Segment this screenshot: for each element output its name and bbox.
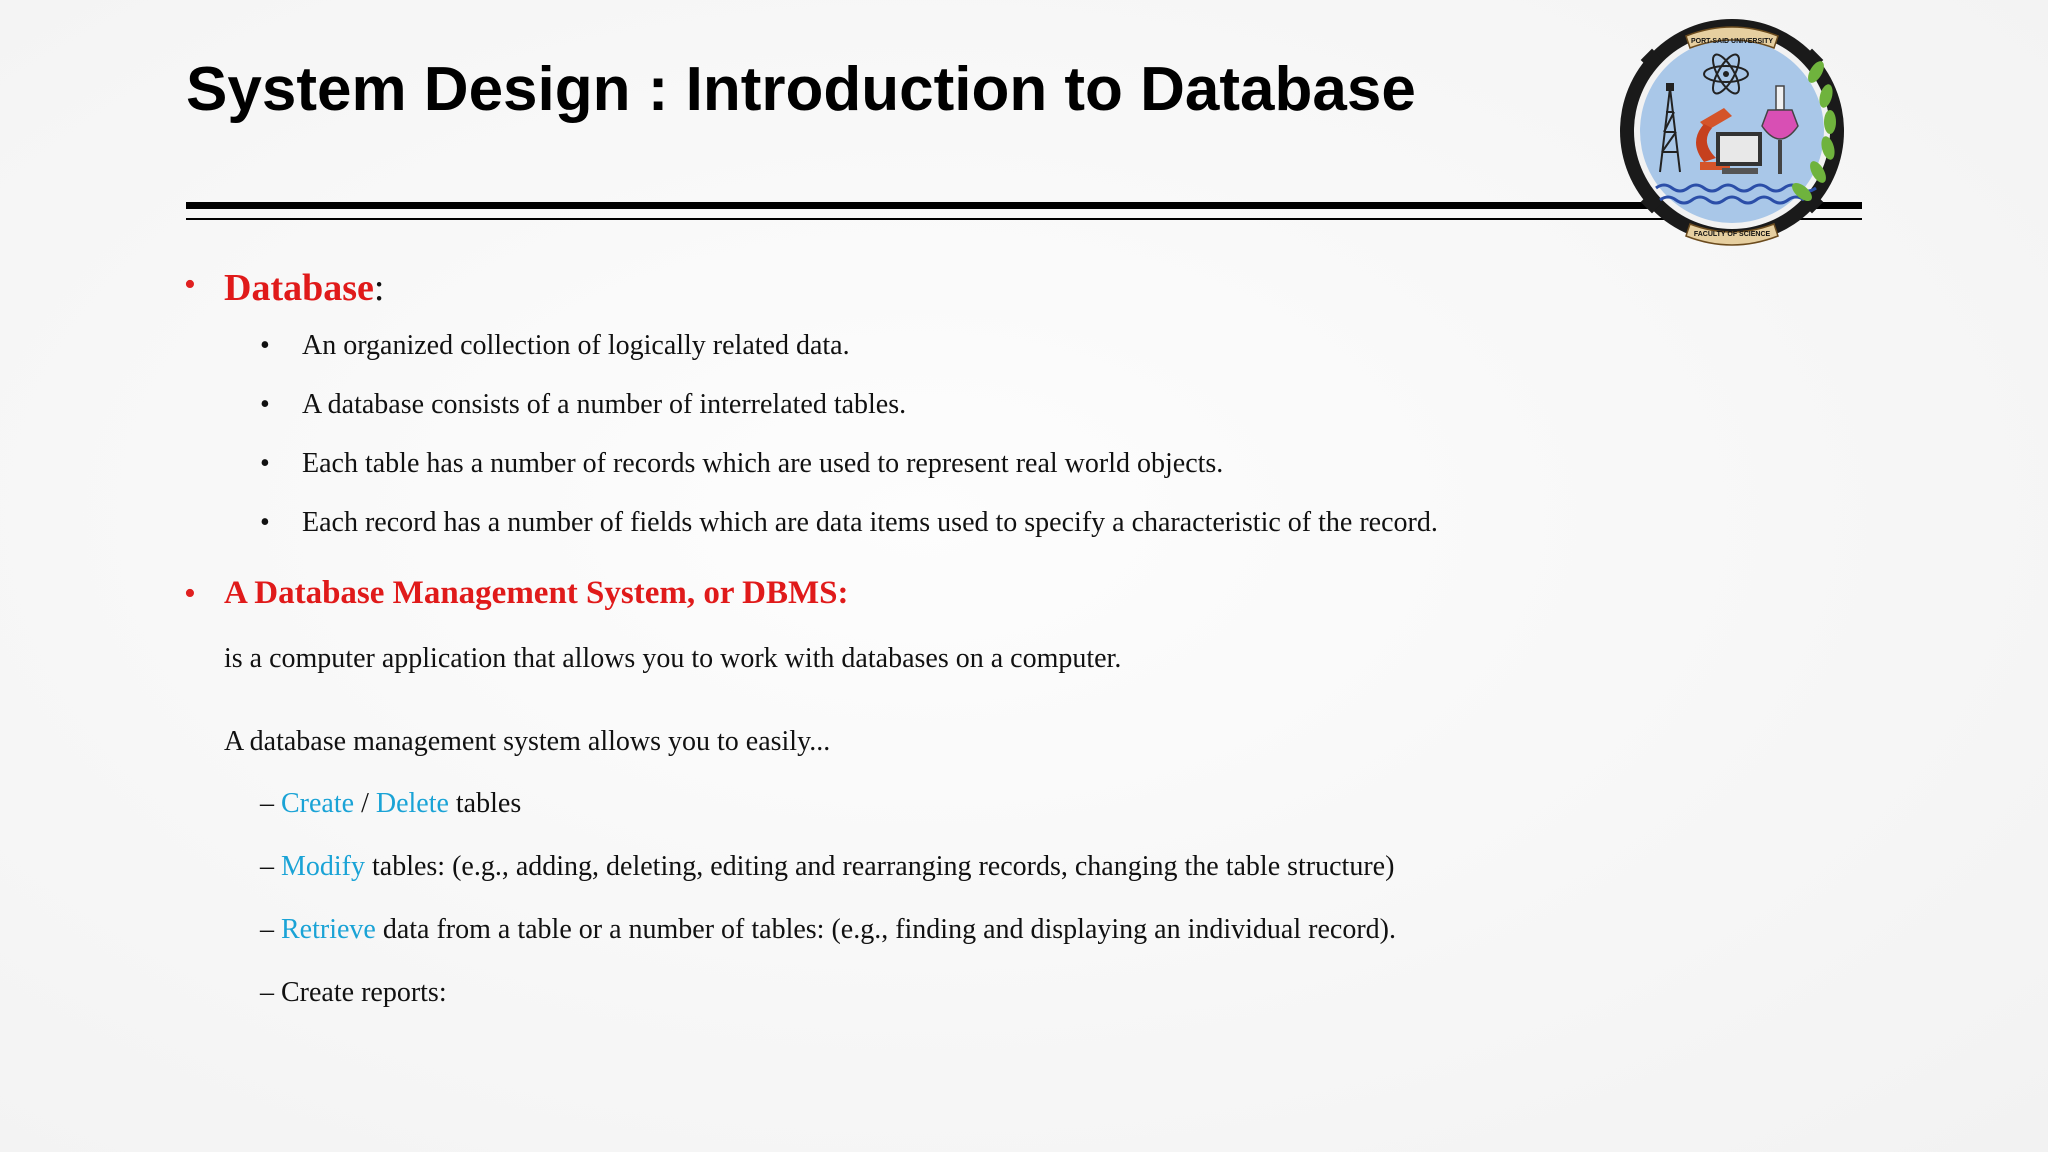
- sub-bullet-dot: •: [260, 389, 270, 420]
- keyword-create: Create: [281, 788, 355, 819]
- dash-item-rest: data from a table or a number of tables: (e.g., finding and displaying an individual record).: [375, 914, 1396, 945]
- sub-bullet-dot: •: [260, 448, 270, 479]
- dbms-definition: is a computer application that allows you to work with databases on a computer.: [224, 643, 1122, 674]
- dash-mark: –: [260, 788, 281, 819]
- list-item-text: Each record has a number of fields which are data items used to specify a characteristic of the record.: [302, 507, 1438, 538]
- sub-bullet-dot: •: [260, 507, 270, 538]
- list-item-text: A database consists of a number of interrelated tables.: [302, 389, 907, 420]
- slide-title: System Design : Introduction to Database: [186, 55, 1416, 124]
- dash-mark: –: [260, 977, 281, 1008]
- dash-mark: –: [260, 851, 281, 882]
- dash-item-rest: tables: [448, 788, 522, 819]
- dash-mark: –: [260, 914, 281, 945]
- logo-bottom-text: FACULTY OF SCIENCE: [1693, 231, 1771, 238]
- bullet-dot: •: [184, 266, 196, 303]
- dash-item-reports: [260, 977, 447, 1009]
- keyword-modify: Modify: [281, 851, 365, 882]
- dbms-intro: A database management system allows you to easily...: [224, 726, 831, 757]
- sub-bullet-dot: •: [260, 330, 270, 361]
- logo-top-text: PORT-SAID UNIVERSITY: [1690, 38, 1774, 45]
- dash-item-rest: Create reports:: [281, 977, 447, 1008]
- term-dbms: A Database Management System, or DBMS:: [224, 575, 849, 611]
- keyword-delete: Delete: [375, 788, 449, 819]
- keyword-retrieve: Retrieve: [281, 914, 376, 945]
- dash-item-create-delete: [260, 788, 521, 820]
- list-item-text: An organized collection of logically related data.: [302, 330, 850, 361]
- dash-item-modify: [260, 851, 1394, 883]
- bullet-dot: •: [184, 575, 196, 612]
- dash-item-retrieve: [260, 914, 1396, 946]
- term-colon: :: [373, 267, 385, 309]
- separator: /: [354, 788, 376, 819]
- term-database: Database: [224, 267, 374, 309]
- dash-item-rest: tables: (e.g., adding, deleting, editing and rearranging records, changing the table structure): [365, 851, 1395, 882]
- list-item-text: Each table has a number of records which are used to represent real world objects.: [302, 448, 1224, 479]
